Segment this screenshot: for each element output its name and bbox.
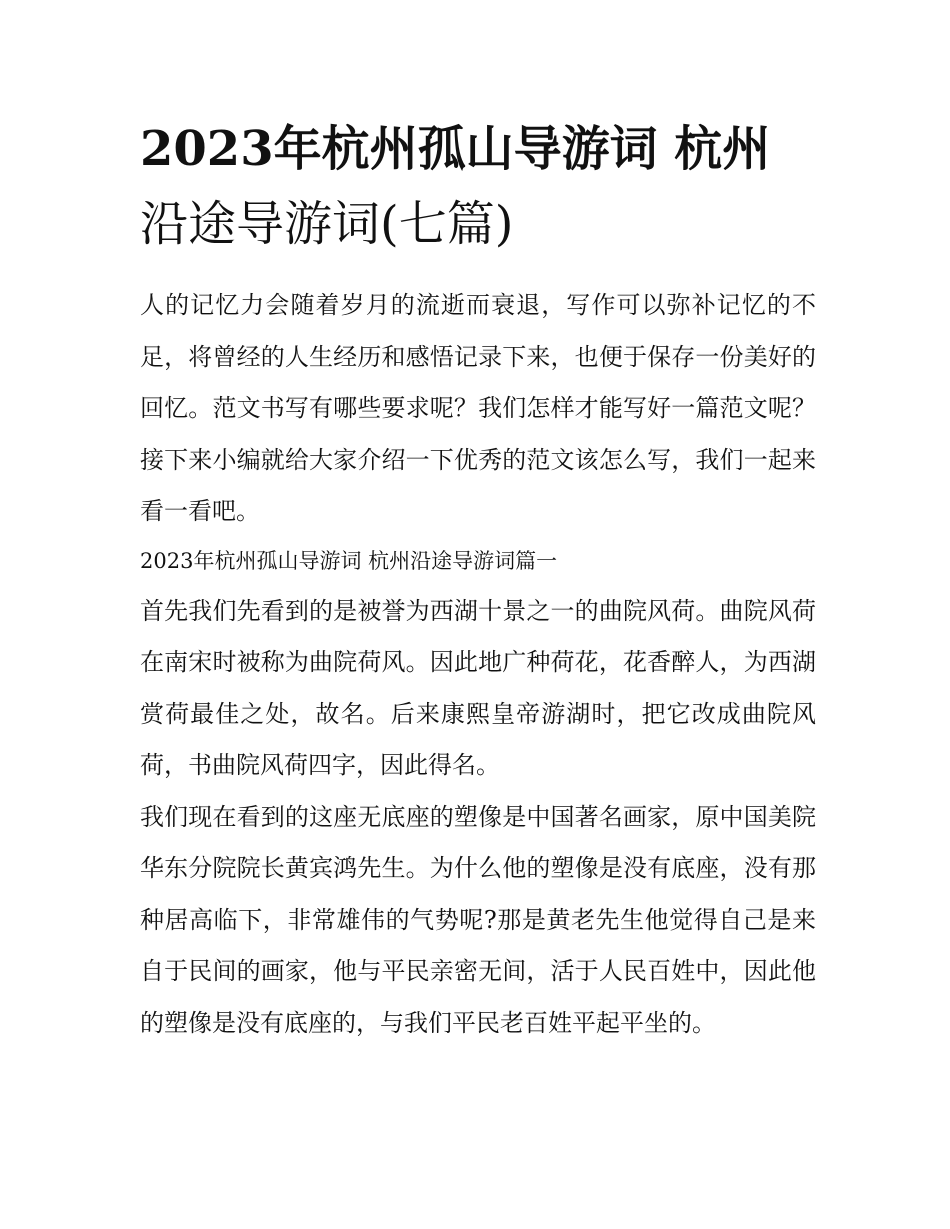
body-paragraph-2: 我们现在看到的这座无底座的塑像是中国著名画家，原中国美院华东分院院长黄宾鸿先生。为什么他的塑像是没有底座，没有那种居高临下，非常雄伟的气势呢?那是黄老先生他觉得自己是来自于民间的画家，他与平民亲密无间，活于人民百姓中，因此他的塑像是没有底座的，与我们平民老百姓平起平坐的。 [140,802,816,1037]
title-line-2: 沿途导游词(七篇) [140,196,514,252]
document-title [140,112,816,262]
section-heading: 2023年杭州孤山导游词 杭州沿途导游词篇一 [140,548,558,573]
document-page [140,112,816,1049]
title-line-1: 2023年杭州孤山导游词 杭州 [140,121,771,177]
intro-paragraph: 人的记忆力会随着岁月的流逝而衰退，写作可以弥补记忆的不足，将曾经的人生经历和感悟记录下来，也便于保存一份美好的回忆。范文书写有哪些要求呢？我们怎样才能写好一篇范文呢？接下来小编就给大家介绍一下优秀的范文该怎么写，我们一起来看一看吧。 [140,291,816,525]
body-paragraph-1: 首先我们先看到的是被誉为西湖十景之一的曲院风荷。曲院风荷在南宋时被称为曲院荷风。因此地广种荷花，花香醉人，为西湖赏荷最佳之处，故名。后来康熙皇帝游湖时，把它改成曲院风荷，书曲院风荷四字，因此得名。 [140,596,816,779]
